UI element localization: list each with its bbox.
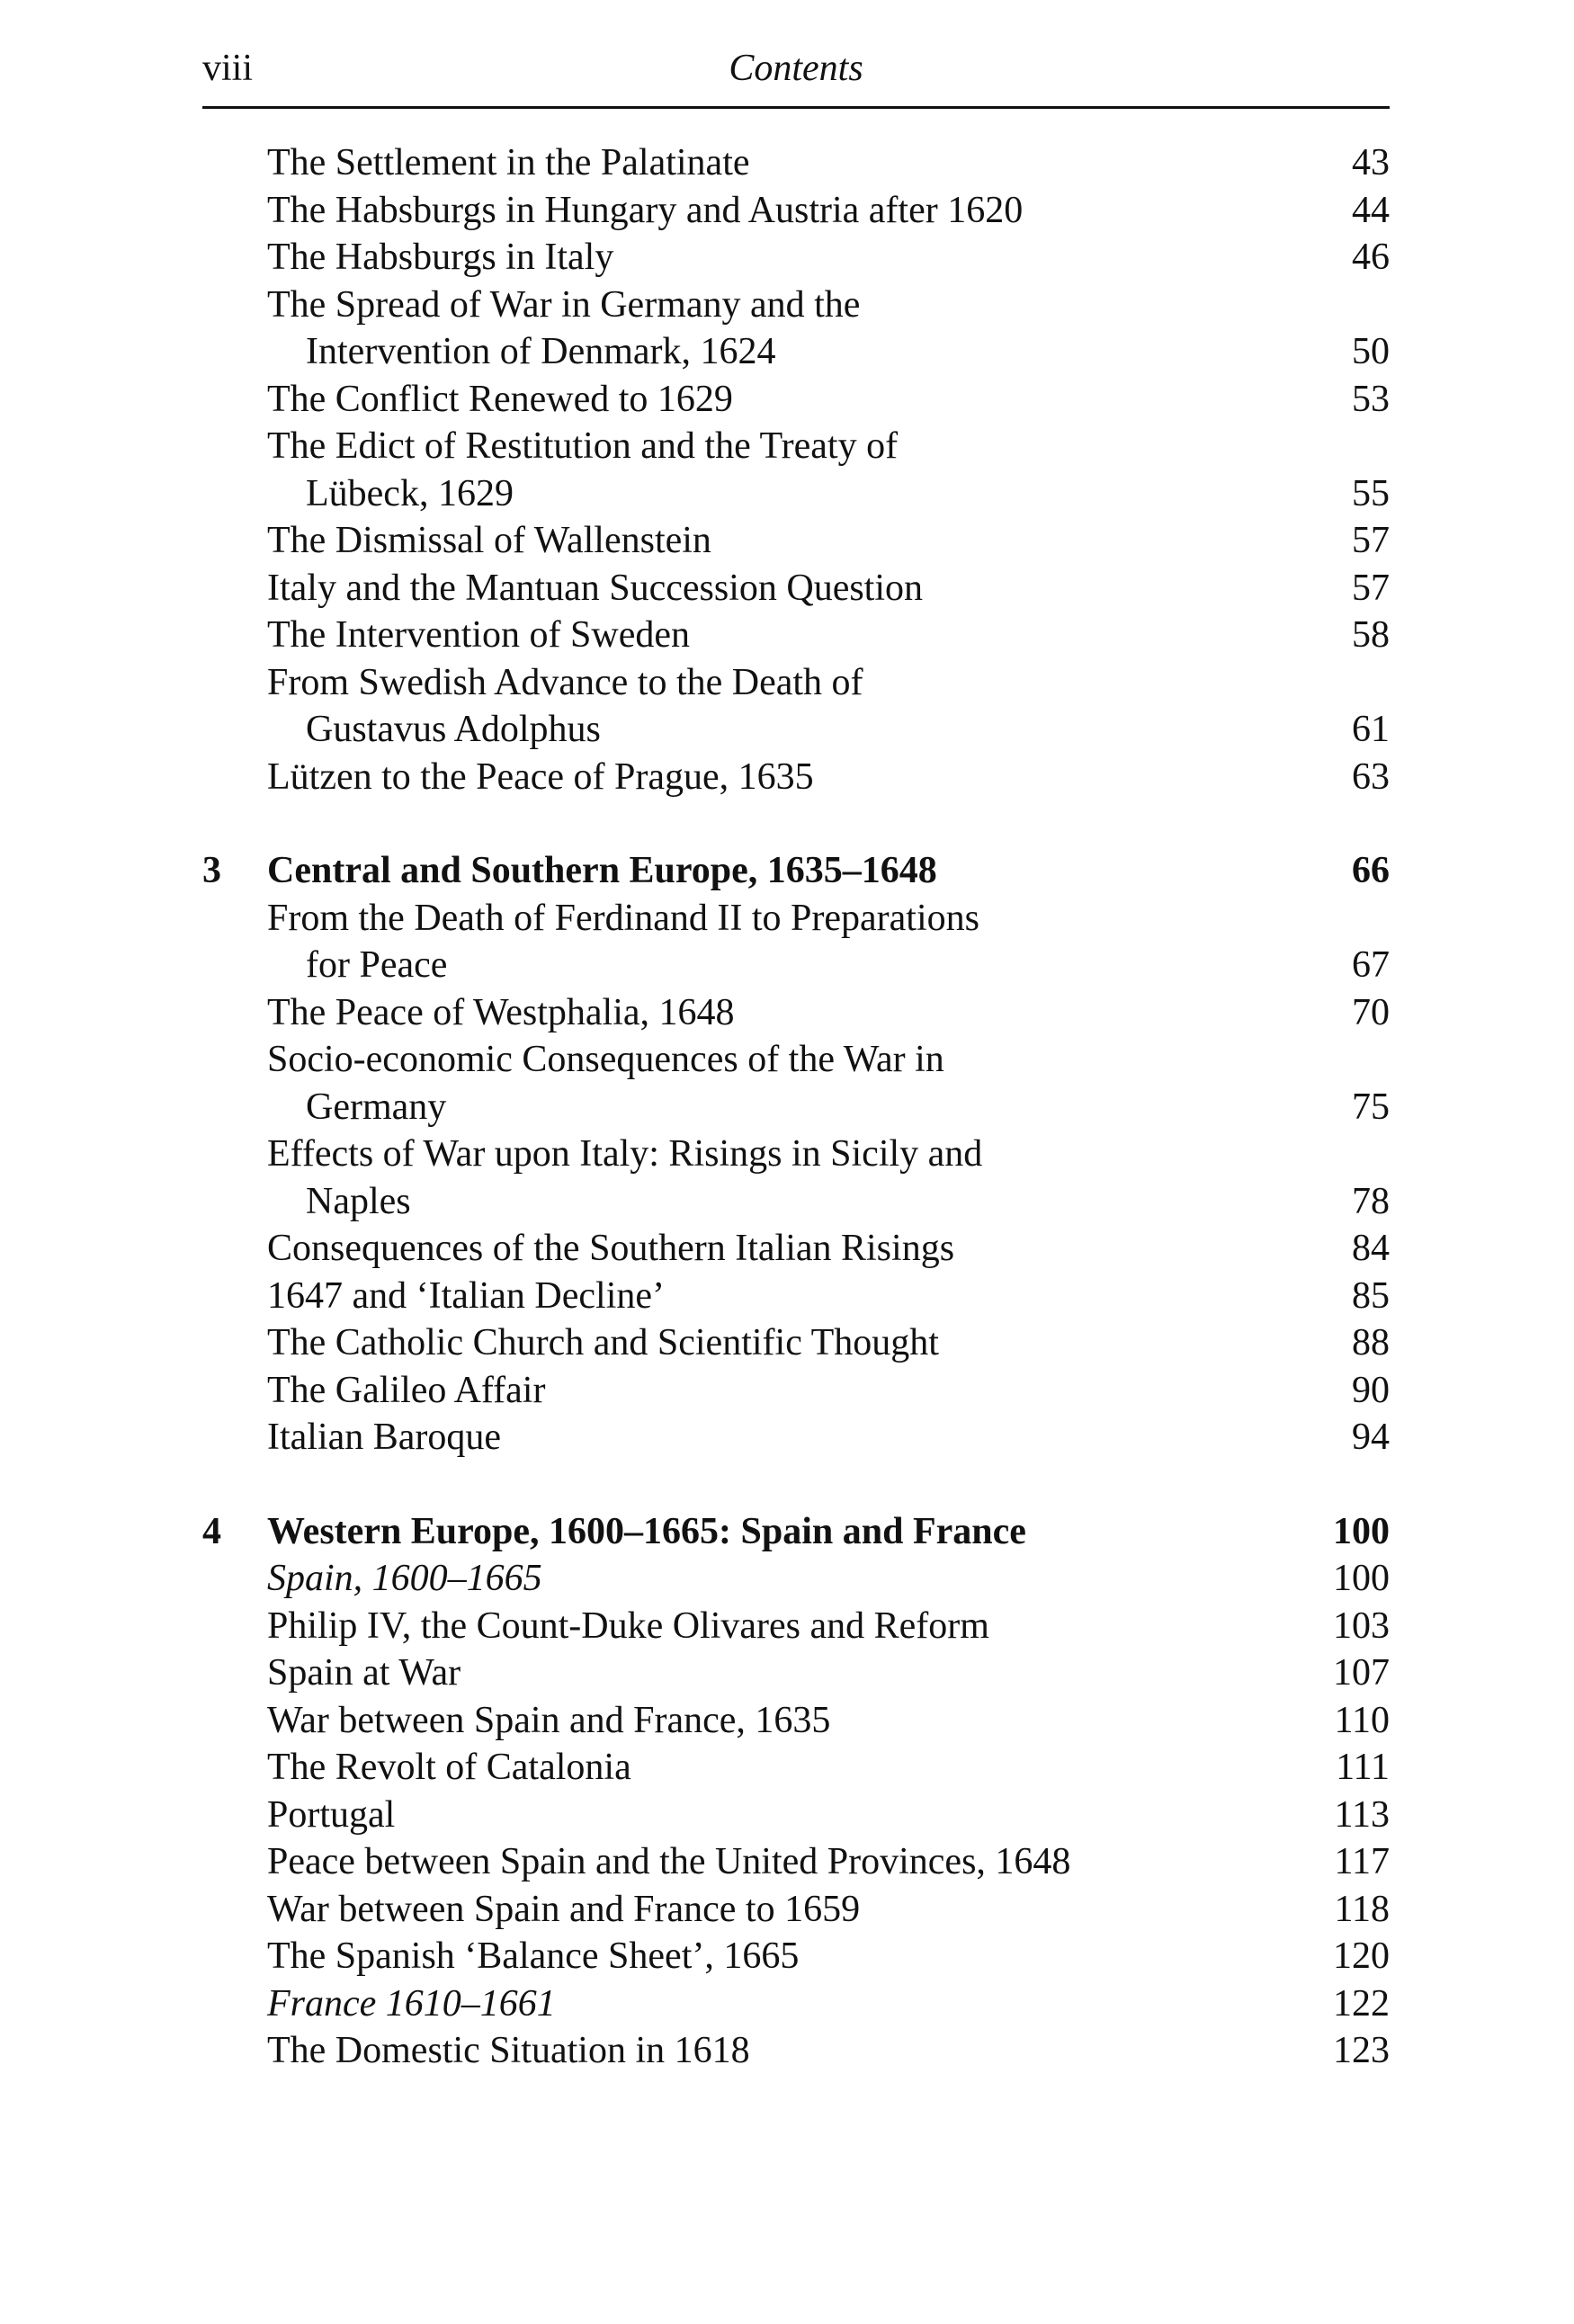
toc-entry-row — [202, 1319, 1390, 1367]
entry-title: The Intervention of Sweden — [267, 614, 691, 656]
toc-chapter-row — [202, 1508, 1390, 1556]
page-number: 75 — [1352, 1086, 1390, 1128]
page-number: 57 — [1352, 567, 1390, 609]
page-number: 100 — [1333, 1558, 1390, 1599]
entry-title: for Peace — [306, 944, 448, 986]
entry-title: Gustavus Adolphus — [306, 709, 601, 750]
page-number: 43 — [1352, 142, 1390, 183]
page-number: 85 — [1352, 1274, 1390, 1317]
toc-entry-row — [202, 1225, 1390, 1273]
toc-entry-row — [202, 1178, 1390, 1226]
entry-title: 1647 and ‘Italian Decline’ — [267, 1274, 665, 1317]
page-number: 70 — [1352, 991, 1390, 1033]
chapter-title: Western Europe, 1600–1665: Spain and France — [267, 1510, 1026, 1552]
entry-title: Spain at War — [267, 1652, 461, 1694]
entry-title: The Conflict Renewed to 1629 — [267, 378, 733, 420]
page-folio: viii — [202, 48, 254, 89]
toc-entry-row — [202, 1036, 1390, 1084]
entry-title: Germany — [306, 1086, 447, 1128]
chapter-number: 3 — [202, 850, 221, 891]
page-number: 57 — [1352, 520, 1390, 561]
toc-entry-row — [202, 1980, 1390, 2028]
page-number: 103 — [1333, 1604, 1390, 1647]
toc-entry-row — [202, 942, 1390, 989]
page-number: 44 — [1352, 189, 1390, 231]
entry-title: The Domestic Situation in 1618 — [267, 2030, 750, 2071]
entry-title: The Catholic Church and Scientific Thought — [267, 1322, 939, 1363]
entry-title: The Habsburgs in Hungary and Austria after 1620 — [267, 189, 1024, 231]
toc-entry-row — [202, 659, 1390, 707]
page-number: 46 — [1352, 237, 1390, 278]
entry-title: The Settlement in the Palatinate — [267, 142, 750, 183]
entry-title: War between Spain and France to 1659 — [267, 1888, 861, 1930]
entry-title: Intervention of Denmark, 1624 — [306, 331, 776, 372]
toc-entry-row — [202, 376, 1390, 424]
toc-entry-row — [202, 1933, 1390, 1980]
table-of-contents — [202, 139, 1390, 2075]
toc-entry-row — [202, 565, 1390, 612]
entry-title: Lübeck, 1629 — [306, 472, 514, 514]
entry-title: The Spread of War in Germany and the — [267, 283, 861, 326]
entry-title: The Spanish ‘Balance Sheet’, 1665 — [267, 1935, 800, 1977]
page-number: 66 — [1352, 850, 1390, 891]
page-number: 58 — [1352, 614, 1390, 656]
entry-title: The Edict of Restitution and the Treaty of — [267, 425, 899, 467]
page-number: 90 — [1352, 1369, 1390, 1411]
toc-chapter-row — [202, 847, 1390, 895]
page-number: 118 — [1334, 1888, 1390, 1930]
toc-entry-row — [202, 1838, 1390, 1886]
entry-title: Naples — [306, 1180, 411, 1222]
entry-title: War between Spain and France, 1635 — [267, 1699, 831, 1741]
entry-title: The Galileo Affair — [267, 1369, 546, 1411]
entry-title: The Peace of Westphalia, 1648 — [267, 991, 735, 1033]
entry-title: Portugal — [267, 1793, 396, 1836]
page-number: 123 — [1333, 2030, 1390, 2071]
entry-title: Consequences of the Southern Italian Risings — [267, 1228, 955, 1269]
page-number: 67 — [1352, 944, 1390, 986]
running-head-title: Contents — [729, 48, 863, 89]
entry-title: The Habsburgs in Italy — [267, 237, 614, 278]
entry-title: Effects of War upon Italy: Risings in Sicily and — [267, 1133, 983, 1175]
toc-entry-row — [202, 1744, 1390, 1792]
toc-entry-row — [202, 1084, 1390, 1131]
toc-entry-row — [202, 1697, 1390, 1745]
toc-entry-row — [202, 1649, 1390, 1697]
entry-title: From Swedish Advance to the Death of — [267, 661, 863, 703]
toc-entry-row — [202, 328, 1390, 376]
page-number: 117 — [1334, 1841, 1390, 1882]
page-number: 61 — [1352, 709, 1390, 750]
page-number: 78 — [1352, 1180, 1390, 1222]
page-number: 94 — [1352, 1417, 1390, 1458]
toc-entry-row — [202, 612, 1390, 659]
page-number: 110 — [1334, 1699, 1390, 1741]
entry-title: From the Death of Ferdinand II to Preparations — [267, 897, 979, 939]
toc-entry-row — [202, 989, 1390, 1037]
page-number: 120 — [1333, 1935, 1390, 1977]
entry-title: Socio-economic Consequences of the War in — [267, 1039, 944, 1080]
entry-title: The Dismissal of Wallenstein — [267, 520, 711, 561]
entry-title: Lützen to the Peace of Prague, 1635 — [267, 755, 814, 798]
toc-entry-row — [202, 1555, 1390, 1603]
chapter-title: Central and Southern Europe, 1635–1648 — [267, 850, 937, 891]
toc-entry-row — [202, 754, 1390, 801]
toc-entry-row — [202, 706, 1390, 754]
page-number: 111 — [1336, 1747, 1390, 1788]
toc-entry-row — [202, 517, 1390, 565]
toc-entry-row — [202, 1414, 1390, 1461]
chapter-number: 4 — [202, 1510, 221, 1552]
toc-entry-row — [202, 1792, 1390, 1839]
page-number: 88 — [1352, 1322, 1390, 1363]
page-number: 84 — [1352, 1228, 1390, 1269]
toc-entry-row — [202, 1131, 1390, 1178]
page-number: 100 — [1333, 1510, 1390, 1552]
page-number: 113 — [1334, 1793, 1390, 1836]
page-number: 55 — [1352, 472, 1390, 514]
toc-entry-row — [202, 1886, 1390, 1934]
toc-entry-row — [202, 187, 1390, 235]
entry-title: Italy and the Mantuan Succession Question — [267, 567, 924, 609]
toc-entry-row — [202, 139, 1390, 187]
page-number: 50 — [1352, 331, 1390, 372]
toc-entry-row — [202, 2027, 1390, 2075]
entry-title: Peace between Spain and the United Provinces, 1648 — [267, 1841, 1071, 1882]
entry-title: Philip IV, the Count-Duke Olivares and Reform — [267, 1604, 989, 1647]
toc-entry-row — [202, 282, 1390, 329]
page-number: 122 — [1333, 1982, 1390, 2025]
page-number: 63 — [1352, 755, 1390, 798]
entry-title: The Revolt of Catalonia — [267, 1747, 631, 1788]
toc-entry-row — [202, 1603, 1390, 1650]
page-number: 107 — [1333, 1652, 1390, 1694]
header-rule — [202, 106, 1390, 109]
page-number: 53 — [1352, 378, 1390, 420]
toc-entry-row — [202, 423, 1390, 470]
entry-title: Italian Baroque — [267, 1417, 502, 1458]
toc-entry-row — [202, 1273, 1390, 1320]
section-subheading: France 1610–1661 — [267, 1982, 556, 2025]
toc-entry-row — [202, 234, 1390, 282]
toc-entry-row — [202, 895, 1390, 943]
toc-entry-row — [202, 1367, 1390, 1415]
toc-entry-row — [202, 470, 1390, 518]
section-subheading: Spain, 1600–1665 — [267, 1558, 542, 1599]
running-head — [202, 47, 1390, 101]
